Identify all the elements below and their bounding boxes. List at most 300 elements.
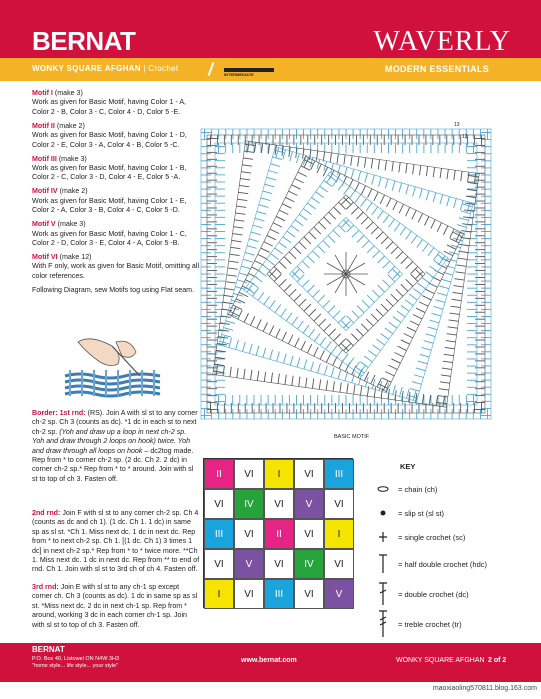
diagram-stitch	[406, 262, 413, 269]
diagram-stitch	[316, 192, 324, 198]
diagram-stitch	[269, 326, 273, 335]
diagram-stitch	[311, 361, 314, 371]
diagram-stitch	[395, 352, 404, 356]
afghan-layout-grid	[203, 458, 353, 608]
motif-item: Motif IV (make 2) Work as given for Basic Motif, having Color 1 - E, Color 2 - A, Color 3 - B, Color 4 - C, Color 5 -D.	[32, 187, 187, 215]
diagram-stitch	[361, 199, 367, 207]
grid-cell: I	[324, 519, 354, 549]
diagram-stitch	[372, 345, 380, 351]
diagram-stitch	[269, 300, 275, 308]
grid-cell: III	[264, 579, 294, 609]
diagram-stitch	[309, 309, 316, 316]
diagram-stitch	[366, 319, 373, 326]
diagram-stitch	[254, 142, 255, 152]
diagram-stitch	[413, 164, 414, 174]
diagram-stitch	[422, 244, 428, 252]
diagram-stitch	[233, 234, 243, 235]
diagram-stitch	[302, 261, 309, 268]
diagram-stitch	[333, 230, 340, 237]
diagram-stitch	[426, 272, 434, 278]
grid-cell: VI	[234, 459, 264, 489]
diagram-stitch	[326, 380, 327, 390]
diagram-stitch	[411, 235, 417, 243]
diagram-stitch	[275, 248, 283, 254]
diagram-stitch	[297, 321, 303, 329]
diagram-stitch	[227, 275, 237, 276]
diagram-stitch	[469, 176, 479, 177]
grid-cell: VI	[324, 549, 354, 579]
diagram-stitch	[399, 204, 403, 213]
diagram-stitch	[304, 237, 311, 244]
diagram-stitch	[214, 364, 224, 365]
diagram-stitch	[385, 161, 386, 171]
diagram-stitch	[241, 266, 251, 269]
footer-pattern-title: WONKY SQUARE AFGHAN	[396, 657, 485, 664]
diagram-stitch	[334, 334, 341, 341]
diagram-stitch	[307, 344, 311, 353]
diagram-stitch	[270, 164, 280, 167]
diagram-stitch	[433, 167, 434, 177]
diagram-stitch	[424, 341, 434, 344]
diagram-stitch	[457, 225, 467, 228]
diagram-stitch	[271, 373, 272, 383]
grid-cell: IV	[234, 489, 264, 519]
diagram-stitch	[267, 235, 276, 239]
diagram-stitch	[389, 219, 395, 227]
border-round-3: 3rd rnd: Join E with sl st to any ch-1 sp except corner ch. Ch 3 (counts as dc). 1 dc in same sp as sl st. *Miss next dc. 2 dc in next ch-1 sp. Rep from * around, working 3 dc in each corner ch-1 sp. Join with sl st to top of ch 3. Fasten off.	[32, 583, 198, 629]
key-item: = single crochet (sc)	[372, 525, 522, 549]
diagram-stitch	[425, 289, 434, 293]
diagram-stitch	[318, 246, 325, 253]
diagram-stitch	[436, 396, 437, 406]
diagram-stitch	[364, 372, 368, 381]
diagram-stitch	[319, 379, 320, 389]
diagram-stitch	[391, 247, 398, 254]
watermark: maoxiaoling570811.blog.163.com	[432, 685, 537, 692]
diagram-stitch	[328, 235, 335, 242]
diagram-stitch	[394, 223, 400, 231]
diagram-stitch	[406, 207, 410, 216]
diagram-stitch	[229, 338, 232, 348]
diagram-stitch	[276, 148, 279, 158]
diagram-stitch	[319, 319, 326, 326]
diagram-stitch	[234, 220, 244, 221]
diagram-stitch	[430, 320, 440, 323]
diagram-stitch	[361, 217, 368, 224]
diagram-stitch	[352, 311, 359, 318]
diagram-stitch	[258, 292, 264, 300]
diagram-stitch	[251, 232, 261, 235]
diagram-stitch	[407, 327, 416, 331]
diagram-stitch	[257, 319, 261, 328]
diagram-stitch	[304, 304, 311, 311]
diagram-stitch	[461, 171, 462, 181]
diagram-stitch	[348, 358, 354, 366]
diagram-stitch	[357, 235, 364, 242]
diagram-stitch	[412, 210, 416, 219]
diagram-stitch	[324, 324, 331, 331]
diagram-stitch	[256, 346, 259, 356]
diagram-stitch	[309, 329, 315, 337]
diagram-stitch	[364, 356, 372, 362]
diagram-stitch	[439, 389, 449, 390]
diagram-stitch	[333, 311, 340, 318]
diagram-stitch	[401, 340, 410, 344]
border-round-1: Border: 1st rnd: (RS). Join A with sl st to any corner ch-2 sp. Ch 3 (counts as dc). *1 dc in each st to next ch-2 sp. (Yoh and draw up a loop in next ch-2 sp. Yoh and draw through 2 loops on hook) twice. Yoh and draw through all loops on hook – dc2tog made. Rep from * to corner ch-2 sp. (2 dc. Ch 2. 2 dc) in corner ch-2 sp.* Rep from * to * around. Join with sl st to top of ch 3. Fasten off.	[32, 409, 198, 483]
diagram-stitch	[385, 179, 388, 189]
diagram-stitch	[237, 368, 238, 378]
diagram-stitch	[258, 270, 266, 276]
grid-cell: VI	[294, 459, 324, 489]
diagram-stitch	[440, 195, 443, 205]
diagram-stitch	[273, 223, 282, 227]
diagram-stitch	[337, 154, 338, 164]
diagram-stitch	[397, 311, 405, 317]
diagram-stitch	[417, 239, 423, 247]
diagram-stitch	[294, 294, 301, 301]
diagram-stitch	[352, 230, 359, 237]
diagram-stitch	[255, 261, 264, 265]
diagram-stitch	[457, 258, 467, 259]
diagram-stitch	[298, 172, 307, 176]
diagram-stitch	[416, 308, 425, 312]
diagram-stitch	[233, 227, 243, 228]
diagram-stitch	[386, 242, 393, 249]
diagram-stitch	[331, 367, 334, 377]
diagram-stitch	[447, 169, 448, 179]
diagram-stitch	[451, 306, 461, 307]
diagram-stitch	[419, 189, 422, 199]
diagram-stitch	[279, 279, 286, 286]
diagram-stitch	[438, 396, 448, 397]
diagram-stitch	[357, 305, 364, 312]
diagram-stitch	[286, 313, 292, 321]
diagram-stitch	[459, 244, 469, 245]
diagram-stitch	[385, 371, 394, 375]
diagram-stitch	[371, 314, 378, 321]
diagram-stitch	[426, 334, 436, 337]
diagram-stitch	[241, 172, 251, 173]
diagram-stitch	[405, 300, 413, 306]
diagram-stitch	[225, 289, 235, 290]
diagram-stitch	[354, 384, 355, 394]
diagram-stitch	[245, 252, 255, 255]
diagram-label: BASIC MOTIF	[334, 434, 370, 440]
diagram-stitch	[456, 265, 466, 266]
diagram-stitch	[378, 160, 379, 170]
diagram-stitch	[264, 296, 270, 304]
diagram-stitch	[307, 203, 315, 209]
following-diagram-text: Following Diagram, sew Motifs tog using Flat seam.	[32, 285, 195, 294]
diagram-stitch	[383, 280, 390, 287]
diagram-stitch	[284, 257, 291, 264]
diagram-stitch	[261, 198, 271, 201]
bernat-logo: BERNAT	[32, 26, 136, 56]
diagram-stitch	[333, 381, 334, 391]
diagram-stitch	[401, 284, 408, 291]
diagram-stitch	[428, 248, 434, 256]
diagram-stitch	[292, 317, 298, 325]
diagram-stitch	[355, 195, 361, 203]
diagram-stitch	[344, 186, 350, 194]
key-item: = slip st (sl st)	[372, 501, 522, 525]
half-double-crochet-symbol-icon	[377, 554, 389, 574]
diagram-stitch	[358, 157, 359, 167]
diagram-stitch	[399, 183, 402, 193]
diagram-stitch	[450, 229, 454, 238]
diagram-stitch	[267, 177, 277, 180]
diagram-stitch	[292, 376, 293, 386]
diagram-stitch	[240, 179, 250, 180]
diagram-stitch	[421, 277, 429, 283]
diagram-stitch	[238, 310, 242, 319]
diagram-stitch	[437, 293, 447, 296]
diagram-stitch	[318, 295, 325, 302]
diagram-stitch	[242, 342, 245, 352]
diagram-stitch	[243, 259, 253, 262]
diagram-stitch	[297, 153, 300, 163]
diagram-stitch	[299, 377, 300, 387]
diagram-stitch	[351, 334, 358, 341]
diagram-stitch	[269, 170, 279, 173]
diagram-stitch	[426, 191, 429, 201]
diagram-stitch	[364, 158, 365, 168]
footer-website-link[interactable]: www.bernat.com	[241, 657, 297, 664]
diagram-stitch	[367, 295, 374, 302]
diagram-stitch	[253, 225, 263, 228]
diagram-stitch	[443, 226, 447, 235]
diagram-stitch	[303, 209, 311, 215]
diagram-stitch	[440, 382, 450, 383]
diagram-stitch	[406, 389, 409, 399]
diagram-stitch	[400, 387, 403, 397]
diagram-stitch	[243, 158, 253, 159]
diagram-stitch	[372, 251, 379, 258]
diagram-stitch	[344, 155, 345, 165]
diagram-stitch	[249, 239, 259, 242]
grid-cell: VI	[234, 579, 264, 609]
diagram-stitch	[372, 175, 375, 185]
skill-level-indicator	[210, 60, 280, 78]
diagram-stitch	[404, 334, 413, 338]
diagram-stitch	[307, 285, 314, 292]
diagram-stitch	[299, 214, 307, 220]
waverly-logo: WAVERLY	[373, 26, 511, 57]
grid-cell: V	[294, 489, 324, 519]
footer-address: P.O. Box 40, Listowel ON N4W 3H3 "home style... life style... your style"	[32, 656, 120, 669]
diagram-stitch	[319, 222, 326, 229]
diagram-stitch	[329, 212, 336, 219]
diagram-stitch	[261, 143, 262, 153]
diagram-stitch	[347, 383, 348, 393]
diagram-stitch	[323, 241, 330, 248]
diagram-stitch	[304, 359, 307, 369]
diagram-stitch	[446, 341, 456, 342]
diagram-stitch	[248, 141, 249, 151]
diagram-stitch	[249, 344, 252, 354]
diagram-stitch	[313, 290, 320, 297]
collection-label: MODERN ESSENTIALS	[384, 64, 489, 74]
diagram-stitch	[443, 397, 444, 407]
grid-cell: III	[324, 459, 354, 489]
diagram-stitch	[223, 328, 233, 331]
key-item: = chain (ch)	[372, 477, 522, 501]
grid-cell: VI	[294, 579, 324, 609]
diagram-stitch	[223, 302, 233, 303]
diagram-stitch	[468, 172, 469, 182]
diagram-stitch	[220, 341, 230, 344]
diagram-stitch	[444, 354, 454, 355]
diagram-stitch	[320, 186, 328, 192]
treble-crochet-symbol-icon	[377, 610, 389, 638]
diagram-stitch	[281, 309, 287, 317]
diagram-stitch	[376, 309, 383, 316]
grid-cell: VI	[264, 549, 294, 579]
diagram-stitch	[279, 242, 287, 248]
diagram-stitch	[398, 346, 407, 350]
diagram-stitch	[355, 183, 359, 192]
diagram-stitch	[277, 352, 280, 362]
diagram-stitch	[272, 157, 282, 160]
diagram-stitch	[365, 173, 368, 183]
diagram-stitch	[372, 207, 378, 215]
diagram-stitch	[422, 296, 431, 300]
diagram-stitch	[414, 375, 424, 378]
diagram-stitch	[276, 216, 285, 220]
diagram-stitch	[239, 185, 249, 186]
diagram-stitch	[417, 283, 425, 289]
diagram-stitch	[380, 195, 384, 204]
diagram-stitch	[377, 256, 384, 263]
diagram-stitch	[361, 324, 368, 331]
diagram-stitch	[388, 365, 397, 369]
diagram-stitch	[282, 204, 291, 208]
diagram-stitch	[312, 379, 313, 389]
diagram-stitch	[313, 251, 320, 258]
key-item: = treble crochet (tr)	[372, 609, 522, 639]
diagram-stitch	[428, 283, 437, 287]
diagram-stitch	[362, 300, 369, 307]
diagram-stitch	[232, 240, 242, 241]
diagram-stitch	[242, 165, 252, 166]
grid-cell: VI	[324, 489, 354, 519]
diagram-stitch	[368, 350, 376, 356]
diagram-stitch	[416, 368, 426, 371]
grid-cell: VI	[234, 519, 264, 549]
diagram-stitch	[459, 218, 469, 221]
diagram-stitch	[383, 215, 389, 223]
diagram-stitch	[279, 262, 286, 269]
diagram-stitch	[418, 213, 422, 222]
diagram-stitch	[316, 151, 317, 161]
diagram-stitch	[222, 334, 232, 337]
diagram-stitch	[237, 199, 247, 200]
diagram-stitch	[235, 213, 245, 214]
diagram-stitch	[447, 334, 457, 335]
grid-cell: II	[264, 519, 294, 549]
diagram-stitch	[258, 254, 267, 258]
diagram-stitch	[406, 279, 413, 286]
diagram-stitch	[396, 252, 403, 259]
grid-cell: V	[324, 579, 354, 609]
diagram-stitch	[236, 206, 246, 207]
diagram-stitch	[452, 292, 462, 293]
diagram-stitch	[326, 353, 330, 362]
diagram-stitch	[422, 347, 432, 350]
diagram-stitch	[303, 325, 309, 333]
grid-cell: VI	[294, 519, 324, 549]
diagram-stitch	[400, 227, 406, 235]
stitch-key	[372, 462, 522, 639]
diagram-stitch	[342, 354, 348, 362]
diagram-stitch	[262, 265, 270, 271]
diagram-stitch	[444, 251, 453, 255]
diagram-stitch	[361, 186, 365, 195]
diagram-stitch	[291, 225, 299, 231]
diagram-stitch	[283, 150, 286, 160]
diagram-stitch	[401, 257, 408, 264]
diagram-stitch	[371, 159, 372, 169]
key-title: KEY	[400, 462, 416, 471]
diagram-stitch	[261, 248, 270, 252]
diagram-stitch	[401, 305, 409, 311]
diagram-stitch	[378, 177, 381, 187]
diagram-stitch	[356, 212, 363, 219]
diagram-stitch	[396, 289, 403, 296]
pattern-title: WONKY SQUARE AFGHAN | Crochet	[32, 64, 179, 73]
diagram-stitch	[215, 357, 225, 358]
diagram-stitch	[244, 369, 245, 379]
diagram-stitch	[381, 334, 389, 340]
diagram-stitch	[295, 220, 303, 226]
diagram-stitch	[455, 272, 465, 273]
diagram-stitch	[419, 302, 428, 306]
border-round-2: 2nd rnd: Join F with sl st to any corner ch-2 sp. Ch 4 (counts as dc and ch 1). (1 dc. Ch 1. 1 dc) in same sp as sl st. *Ch 1. Miss next dc. 1 dc in next dc. Rep from * to next ch-2 sp. Ch 1. [(1 dc. Ch 1) 3 times 1 dc] in next ch-2 sp.* Rep from * to * twice more. **Ch 1. Miss next dc. 1 dc in next dc. Rep from ** to end of rnd. Ch 1. Join with sl st to 3rd ch of ch 4. Fasten off.	[32, 509, 200, 574]
diagram-stitch	[295, 338, 299, 347]
diagram-stitch	[292, 185, 301, 189]
diagram-stitch	[307, 256, 314, 263]
diagram-stitch	[295, 178, 304, 182]
diagram-stitch	[392, 181, 395, 191]
diagram-stitch	[448, 327, 458, 328]
diagram-stitch	[381, 237, 388, 244]
diagram-stitch	[278, 374, 279, 384]
diagram-stitch	[454, 170, 455, 180]
diagram-stitch	[320, 350, 324, 359]
diagram-stitch	[413, 315, 422, 319]
grid-cell: II	[204, 459, 234, 489]
diagram-stitch	[372, 290, 379, 297]
chain-symbol-icon	[377, 486, 389, 492]
double-crochet-symbol-icon	[377, 582, 389, 606]
diagram-stitch	[454, 279, 464, 280]
diagram-stitch	[289, 289, 296, 296]
diagram-stitch	[413, 289, 421, 295]
diagram-stitch	[439, 286, 449, 289]
diagram-stitch	[299, 242, 306, 249]
diagram-stitch	[468, 182, 478, 183]
flat-seam-illustration	[60, 332, 170, 398]
diagram-stitch	[244, 313, 248, 322]
diagram-stitch	[340, 382, 341, 392]
diagram-stitch	[282, 332, 286, 341]
diagram-stitch	[366, 203, 372, 211]
diagram-stitch	[441, 375, 451, 376]
diagram-stitch	[441, 279, 451, 282]
diagram-stitch	[263, 348, 266, 358]
diagram-stitch	[259, 205, 269, 208]
motif-item: Motif I (make 3) Work as given for Basic Motif, having Color 1 - A, Color 2 - B, Color 3 - C, Color 4 - D, Color 5 -E.	[32, 89, 187, 116]
